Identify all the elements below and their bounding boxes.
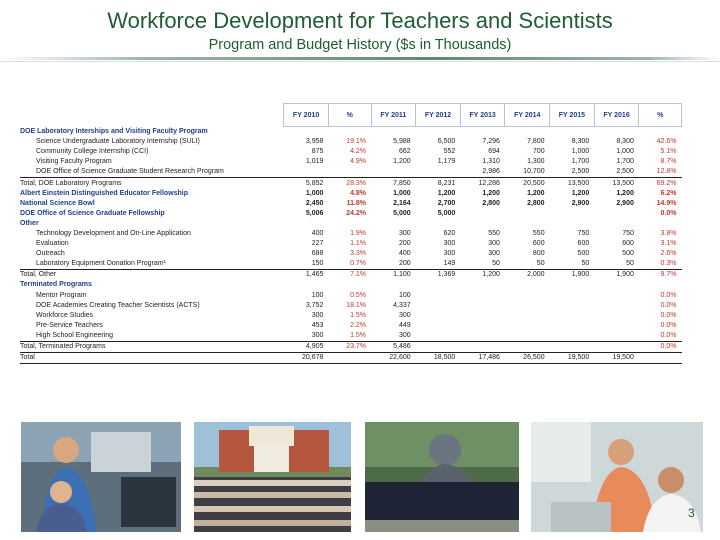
percent-cell [328,353,371,364]
amount-cell: 150 [311,260,324,268]
percent-cell: 2.6% [660,250,677,258]
percent-cell: 4.8% [350,189,367,197]
amount-cell [460,127,505,138]
percent-cell: 28.3% [328,178,371,189]
table-row [20,270,682,281]
amount-cell: 50 [581,260,590,268]
amount-cell [594,291,639,301]
amount-cell [460,291,505,301]
title-divider-shadow [0,61,720,62]
amount-cell: 1,200 [482,189,500,197]
amount-cell: 4,337 [393,301,411,309]
amount-cell [284,280,329,290]
amount-cell: 5,000 [393,209,411,217]
amount-cell: 149 [443,260,456,268]
table-row [20,199,682,209]
table-row [20,259,682,270]
row-label: Technology Development and On-Line Application [36,229,191,237]
amount-cell: 8,231 [416,178,461,189]
amount-cell [460,311,505,321]
amount-cell: 400 [311,229,324,237]
amount-cell [550,301,595,311]
amount-cell: 300 [488,250,500,258]
amount-cell: 13,500 [550,178,595,189]
amount-cell: 1,900 [594,270,639,281]
amount-cell: 300 [443,250,456,258]
amount-cell: 600 [577,240,590,248]
amount-cell: 6,500 [437,138,456,146]
percent-cell [328,127,371,138]
amount-cell: 688 [311,250,324,258]
amount-cell: 5,988 [393,138,411,146]
amount-cell [371,280,416,290]
amount-cell: 550 [488,229,500,237]
percent-cell: 0.0% [660,321,677,329]
amount-cell: 19,500 [550,353,595,364]
amount-cell: 875 [311,148,324,156]
percent-cell: 6.2% [660,189,677,197]
amount-cell: 1,200 [616,189,634,197]
amount-cell: 26,500 [505,353,550,364]
amount-cell: 1,000 [571,148,590,156]
amount-cell: 500 [577,250,590,258]
header-fy2015: FY 2015 [550,104,595,127]
amount-cell: 600 [532,240,545,248]
amount-cell [505,219,550,229]
amount-cell [460,280,505,290]
amount-cell: 3,752 [305,301,324,309]
einstein-statue-image [365,422,519,532]
row-label: Pre-Service Teachers [36,321,103,329]
amount-cell: 750 [577,229,590,237]
percent-cell: 0.3% [660,260,677,268]
amount-cell: 400 [398,250,411,258]
amount-cell: 1,200 [527,189,545,197]
table-row [20,229,682,239]
amount-cell [371,127,416,138]
percent-cell: 9.7% [639,270,682,281]
lab-researchers-image [531,422,703,532]
lab-students-image [21,422,181,532]
amount-cell: 1,179 [437,158,456,166]
slide-subtitle: Program and Budget History ($s in Thousands) [208,37,512,53]
amount-cell: 50 [626,260,634,268]
page-number: 3 [688,506,695,520]
amount-cell: 100 [398,291,411,299]
amount-cell: 1,200 [460,270,505,281]
row-label: High School Engineering [36,331,114,339]
amount-cell: 2,800 [482,199,500,207]
amount-cell: 2,986 [482,168,500,176]
percent-cell [328,167,371,178]
amount-cell [550,341,595,352]
percent-cell: 0.7% [350,260,367,268]
header-fy2013: FY 2013 [460,104,505,127]
amount-cell: 12,286 [460,178,505,189]
amount-cell: 22,600 [371,353,416,364]
table-row [20,353,682,364]
photo-lab-researchers [531,422,703,532]
amount-cell [416,341,461,352]
amount-cell: 2,500 [616,168,634,176]
amount-cell [594,127,639,138]
amount-cell: 2,900 [571,199,590,207]
amount-cell: 550 [532,229,545,237]
table-row [20,209,682,219]
amount-cell: 300 [398,311,411,319]
percent-cell: 2.2% [350,321,367,329]
amount-cell [416,219,461,229]
row-label: DOE Office of Science Graduate Fellowship [20,209,165,217]
amount-cell [550,219,595,229]
amount-cell: 5,006 [305,209,324,217]
header-fy2011: FY 2011 [371,104,416,127]
table-row [20,219,682,229]
percent-cell: 0.0% [660,311,677,319]
row-label: DOE Academies Creating Teacher Scientists (ACTS) [36,301,200,309]
amount-cell: 5,000 [437,209,456,217]
amount-cell [284,219,329,229]
amount-cell: 552 [443,148,456,156]
amount-cell: 1,310 [482,158,500,166]
percent-cell: 1.1% [350,240,367,248]
amount-cell [550,331,595,342]
percent-cell: 0.0% [660,291,677,299]
amount-cell [505,301,550,311]
amount-cell: 800 [532,250,545,258]
amount-cell [460,219,505,229]
amount-cell [416,280,461,290]
photo-lab-students [21,422,181,532]
amount-cell [416,301,461,311]
header-fy2012: FY 2012 [416,104,461,127]
amount-cell: 300 [311,331,324,339]
percent-cell: 3.8% [660,229,677,237]
amount-cell: 1,700 [616,158,634,166]
amount-cell: 1,200 [437,189,456,197]
row-label: DOE Laboratory Interships and Visiting Faculty Program [20,127,208,135]
table-row [20,137,682,147]
amount-cell: 620 [443,229,456,237]
amount-cell [460,209,505,219]
row-label: Total, Terminated Programs [20,341,284,352]
amount-cell [416,167,461,178]
amount-cell [460,331,505,342]
percent-cell: 14.9% [656,199,677,207]
amount-cell: 3,958 [305,138,324,146]
table-row [20,311,682,321]
row-label: Outreach [36,250,65,258]
slide-title: Workforce Development for Teachers and Scientists [107,8,613,33]
amount-cell: 1,369 [416,270,461,281]
percent-cell: 12.8% [656,168,677,176]
amount-cell: 200 [398,240,411,248]
table-row [20,249,682,259]
percent-cell: 0.0% [660,331,677,339]
amount-cell: 1,000 [305,189,324,197]
amount-cell [416,291,461,301]
amount-cell [594,311,639,321]
table-row [20,189,682,199]
row-label: Total, Other [20,270,284,281]
amount-cell: 8,300 [571,138,590,146]
amount-cell: 1,700 [571,158,590,166]
budget-table [20,103,682,364]
row-label: Total [20,353,284,364]
amount-cell: 1,100 [371,270,416,281]
percent-cell: 19.1% [346,138,367,146]
amount-cell: 694 [488,148,500,156]
amount-cell: 13,500 [594,178,639,189]
percent-cell: 42.6% [656,138,677,146]
amount-cell: 20,500 [505,178,550,189]
percent-cell [639,280,682,290]
percent-cell [639,353,682,364]
amount-cell [416,331,461,342]
amount-cell [505,291,550,301]
row-label: Albert Einstein Distinguished Educator Fellowship [20,189,189,197]
amount-cell: 1,000 [393,189,411,197]
percent-cell: 8.7% [660,158,677,166]
amount-cell: 7,296 [482,138,500,146]
amount-cell: 200 [398,260,411,268]
header-blank [20,104,284,127]
amount-cell: 5,486 [371,341,416,352]
row-label: Science Undergraduate Laboratory Internship (SULI) [36,138,200,146]
amount-cell [594,219,639,229]
amount-cell [550,209,595,219]
amount-cell [594,341,639,352]
amount-cell: 750 [622,229,634,237]
amount-cell [550,280,595,290]
amount-cell [594,209,639,219]
percent-cell: 0.0% [660,301,677,309]
percent-cell: 23.7% [328,341,371,352]
table-header-row [20,104,682,127]
amount-cell [371,167,416,178]
percent-cell: 3.1% [660,240,677,248]
amount-cell [460,301,505,311]
percent-cell: 4.9% [350,158,367,166]
amount-cell: 2,800 [527,199,545,207]
percent-cell: 7.1% [328,270,371,281]
percent-cell: 69.2% [639,178,682,189]
header-pct-2016: % [639,104,682,127]
amount-cell: 5,852 [284,178,329,189]
percent-cell: 0.0% [639,341,682,352]
amount-cell [594,321,639,331]
percent-cell: 5.1% [660,148,677,156]
amount-cell: 700 [532,148,545,156]
percent-cell [328,280,371,290]
table-row [20,167,682,178]
amount-cell [505,341,550,352]
group-building-image [194,422,351,532]
amount-cell [550,321,595,331]
table-body [20,127,682,364]
row-label: Other [20,219,39,227]
percent-cell: 1.5% [350,311,367,319]
header-fy2010: FY 2010 [284,104,329,127]
amount-cell: 2,000 [505,270,550,281]
table-row [20,178,682,189]
amount-cell [460,341,505,352]
percent-cell [639,219,682,229]
percent-cell: 11.8% [346,199,367,207]
table-row [20,280,682,290]
amount-cell [594,331,639,342]
row-label: Total, DOE Laboratory Programs [20,178,284,189]
amount-cell: 50 [492,260,500,268]
header-fy2014: FY 2014 [505,104,550,127]
table-row [20,301,682,311]
table-row [20,321,682,331]
amount-cell: 100 [311,291,324,299]
amount-cell: 227 [311,240,324,248]
amount-cell [416,321,461,331]
row-label: Laboratory Equipment Donation Program¹ [36,260,166,268]
amount-cell: 300 [398,331,411,339]
amount-cell: 4,905 [284,341,329,352]
amount-cell: 1,200 [393,158,411,166]
title-divider [0,57,720,60]
amount-cell: 50 [536,260,545,268]
amount-cell [505,321,550,331]
amount-cell [284,167,329,178]
percent-cell: 1.5% [350,331,367,339]
percent-cell: 3.3% [350,250,367,258]
row-label: Evaluation [36,240,69,248]
row-label: Community College Internship (CCI) [36,148,149,156]
amount-cell: 453 [311,321,324,329]
amount-cell [416,127,461,138]
percent-cell [639,127,682,138]
table-row [20,239,682,249]
amount-cell: 500 [622,250,634,258]
percent-cell: 0.5% [350,291,367,299]
amount-cell: 17,486 [460,353,505,364]
amount-cell: 2,700 [437,199,456,207]
amount-cell [416,311,461,321]
header-pct-2010: % [328,104,371,127]
percent-cell: 0.0% [660,209,677,217]
amount-cell: 449 [398,321,411,329]
percent-cell: 1.9% [350,229,367,237]
percent-cell: 4.2% [350,148,367,156]
amount-cell: 1,000 [616,148,634,156]
amount-cell: 662 [398,148,411,156]
amount-cell: 300 [488,240,500,248]
amount-cell: 19,500 [594,353,639,364]
table-row [20,127,682,138]
amount-cell: 2,164 [393,199,411,207]
amount-cell [550,127,595,138]
amount-cell: 2,500 [571,168,590,176]
amount-cell: 1,019 [305,158,324,166]
amount-cell: 2,450 [305,199,324,207]
row-label: Terminated Programs [20,281,92,289]
amount-cell [505,127,550,138]
photo-einstein-statue [365,422,519,532]
amount-cell: 2,900 [616,199,634,207]
amount-cell [284,127,329,138]
amount-cell [505,311,550,321]
row-label: Workforce Studies [36,311,94,319]
amount-cell: 7,850 [371,178,416,189]
amount-cell [505,280,550,290]
row-label: National Science Bowl [20,199,95,207]
amount-cell: 10,700 [523,168,545,176]
table-row [20,341,682,352]
amount-cell [550,311,595,321]
amount-cell [460,321,505,331]
amount-cell: 7,800 [527,138,545,146]
amount-cell: 300 [443,240,456,248]
percent-cell: 18.1% [346,301,367,309]
amount-cell [371,219,416,229]
table-row [20,331,682,342]
amount-cell [550,291,595,301]
row-label: Visiting Faculty Program [36,158,112,166]
amount-cell: 1,900 [550,270,595,281]
header-fy2016: FY 2016 [594,104,639,127]
amount-cell: 1,200 [571,189,590,197]
table-row [20,157,682,167]
amount-cell: 300 [398,229,411,237]
amount-cell: 20,678 [284,353,329,364]
row-label: DOE Office of Science Graduate Student Research Program [36,168,224,176]
row-label: Mentor Program [36,291,87,299]
photo-group-building [194,422,351,532]
amount-cell: 600 [622,240,634,248]
table-row [20,291,682,301]
amount-cell: 1,300 [527,158,545,166]
table-row [20,147,682,157]
amount-cell: 8,300 [616,138,634,146]
amount-cell: 300 [311,311,324,319]
amount-cell [594,301,639,311]
amount-cell: 1,465 [284,270,329,281]
amount-cell [505,331,550,342]
percent-cell [328,219,371,229]
amount-cell: 18,500 [416,353,461,364]
amount-cell [505,209,550,219]
amount-cell [594,280,639,290]
percent-cell: 24.2% [346,209,367,217]
